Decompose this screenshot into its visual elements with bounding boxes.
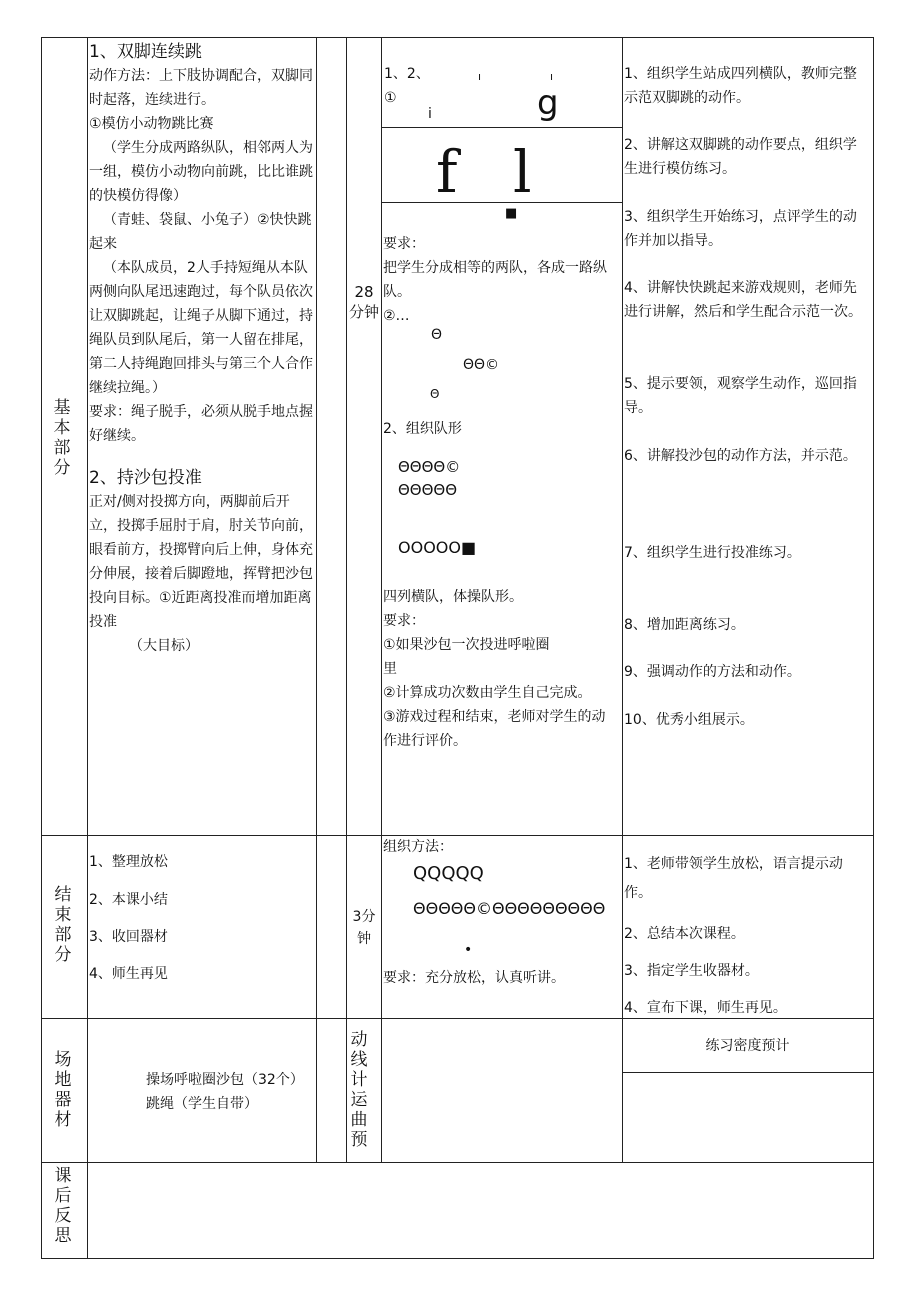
- exercise-2-title: 2、持沙包投准: [89, 468, 202, 488]
- ending-teacher-2: 2、总结本次课程。: [624, 926, 745, 942]
- exercise-1-game-1-desc: （学生分成两路纵队，相邻两人为一组，模仿小动物向前跳，比比谁跳的快模仿得像）: [89, 140, 313, 204]
- tick-mark-1: ı: [478, 70, 482, 83]
- fig-label-b: ①: [384, 90, 397, 106]
- venue-equipment: 操场呼啦圈沙包（32个）跳绳（学生自带）: [146, 1072, 304, 1112]
- end-section-label: 结束部分: [54, 885, 72, 965]
- ending-item-4: 4、师生再见: [89, 966, 168, 982]
- fig-label-a: 1、2、: [384, 66, 430, 82]
- ending-time: 3分钟: [352, 909, 376, 947]
- tick-mark-2: ı: [550, 70, 554, 83]
- teacher-item-7: 7、组织学生进行投准练习。: [624, 545, 801, 561]
- basic-section-label: 基本部分: [53, 398, 71, 478]
- ending-row-1: QQQQQ: [413, 863, 484, 884]
- teacher-item-3: 3、组织学生开始练习，点评学生的动作并加以指导。: [624, 209, 857, 249]
- teacher-item-1: 1、组织学生站成四列横队，教师完整示范双脚跳的动作。: [624, 66, 857, 106]
- formation-symbol-3: Θ: [430, 387, 440, 401]
- teacher-item-2: 2、讲解这双脚跳的动作要点，组织学生进行模仿练习。: [624, 137, 857, 177]
- exercise-1-title: 1、双脚连续跳: [89, 42, 202, 62]
- marker-big-f: f: [436, 138, 458, 206]
- formation-symbol-1: Θ: [431, 327, 443, 343]
- ending-dot: •: [464, 942, 473, 958]
- exercise-1-game-1: ①模仿小动物跳比赛: [89, 116, 214, 132]
- organization-requirements: 要求： 把学生分成相等的两队，各成一路纵队。 ②…: [383, 236, 607, 324]
- basic-content: [87, 40, 317, 658]
- ending-row-2: ΘΘΘΘΘ©ΘΘΘΘΘΘΘΘΘ: [413, 899, 606, 918]
- ending-requirement: 要求：充分放松，认真听讲。: [383, 970, 565, 986]
- exercise-1-animals: （青蛙、袋鼠、小兔子）②快快跳起来: [89, 212, 312, 252]
- exercise-2-target: （大目标）: [129, 638, 199, 654]
- formation-row-2: ΘΘΘΘΘ: [398, 481, 458, 499]
- teacher-item-5: 5、提示要领，观察学生动作，巡回指导。: [624, 376, 857, 416]
- formation-title: 2、组织队形: [383, 421, 462, 437]
- ending-org-title: 组织方法：: [383, 839, 453, 855]
- marker-square: ■: [505, 206, 518, 221]
- marker-i: i: [428, 106, 432, 122]
- basic-time: 28分钟: [349, 283, 380, 321]
- ending-teacher-3: 3、指定学生收器材。: [624, 963, 759, 979]
- ending-teacher-4: 4、宣布下课，师生再见。: [624, 1000, 787, 1016]
- reflection-section-label: 课后反思: [54, 1166, 72, 1246]
- teacher-item-6: 6、讲解投沙包的动作方法，并示范。: [624, 448, 857, 464]
- routes-label: 动线计运曲预: [350, 1030, 368, 1150]
- formation-symbol-2: ΘΘ©: [463, 357, 500, 373]
- exercise-1-game-2-desc: （本队成员，2人手持短绳从本队两侧向队尾迅速跑过，每个队员依次让双脚跳起，让绳子从脚下通过，持绳队员到队尾后，第一人留在排尾，第二人持绳跑回排头与第三个人合作继续拉绳。）: [89, 260, 313, 396]
- teacher-item-10: 10、优秀小组展示。: [624, 712, 754, 728]
- formation-requirements: 四列横队，体操队形。 要求： ①如果沙包一次投进呼啦圈里 ②计算成功次数由学生自己完成。 ③游戏过程和结束，老师对学生的动作进行评价。: [383, 589, 606, 749]
- density-title: 练习密度预计: [705, 1038, 790, 1054]
- teacher-item-4: 4、讲解快快跳起来游戏规则，老师先进行讲解，然后和学生配合示范一次。: [624, 280, 862, 320]
- ending-item-2: 2、本课小结: [89, 892, 168, 908]
- exercise-1-method: 动作方法：上下肢协调配合，双脚同时起落，连续进行。: [89, 68, 313, 108]
- exercise-2-method: 正对/侧对投掷方向，两脚前后开立，投掷手屈肘于肩，肘关节向前，眼看前方，投掷臂向后上伸，身体充分伸展，接着后脚蹬地，挥臂把沙包投向目标。①近距离投准而增加距离投准: [89, 494, 313, 630]
- exercise-1-requirement: 要求：绳子脱手，必须从脱手地点握好继续。: [89, 404, 313, 444]
- ending-item-1: 1、整理放松: [89, 854, 168, 870]
- teacher-item-9: 9、强调动作的方法和动作。: [624, 664, 801, 680]
- marker-big-l: l: [513, 138, 532, 206]
- formation-row-1: ΘΘΘΘ©: [398, 458, 461, 476]
- teacher-item-8: 8、增加距离练习。: [624, 617, 745, 633]
- ending-teacher-1: 1、老师带领学生放松，语言提示动作。: [624, 856, 843, 901]
- ending-item-3: 3、收回器材: [89, 929, 168, 945]
- venue-section-label: 场地器材: [54, 1050, 72, 1130]
- marker-g: g: [537, 83, 559, 123]
- formation-row-3: OOOOO■: [398, 538, 477, 557]
